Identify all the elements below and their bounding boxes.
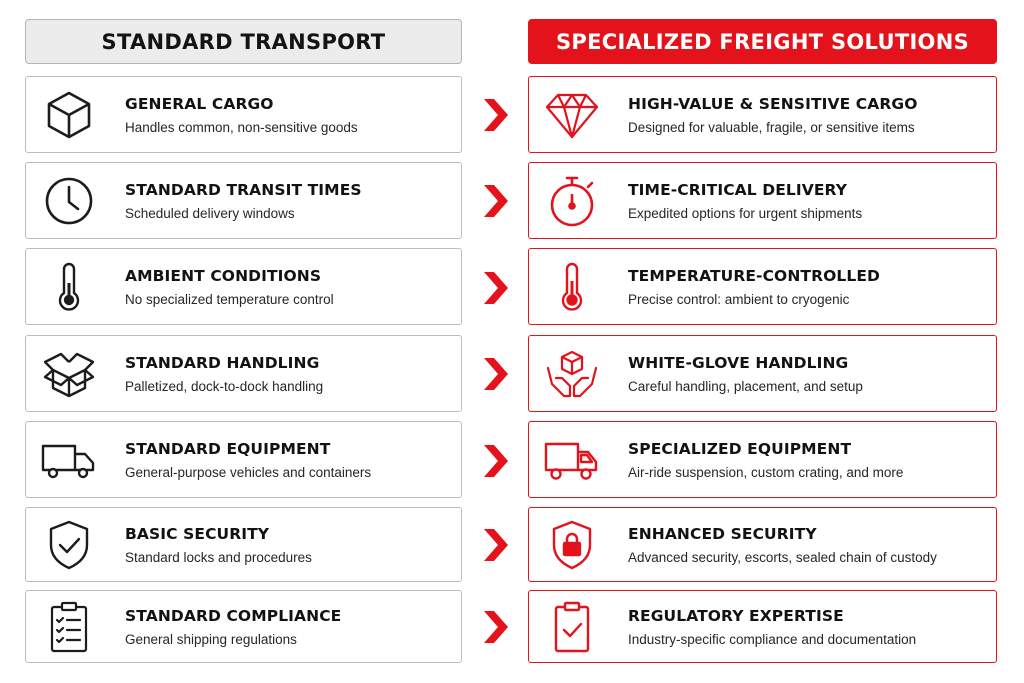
card-title: STANDARD COMPLIANCE (125, 606, 342, 625)
card-specialized-equipment (528, 421, 997, 498)
card-basic-security (25, 507, 462, 582)
card-title: STANDARD HANDLING (125, 353, 320, 372)
card-title: TIME-CRITICAL DELIVERY (628, 180, 848, 199)
stopwatch-icon (543, 172, 601, 230)
diamond-icon (543, 86, 601, 144)
card-title: ENHANCED SECURITY (628, 524, 817, 543)
card-description: General shipping regulations (125, 631, 297, 647)
card-ambient-conditions (25, 248, 462, 325)
card-standard-handling (25, 335, 462, 412)
card-standard-transit-times (25, 162, 462, 239)
specialized-freight-column (528, 19, 997, 647)
thermometer-icon (40, 258, 98, 316)
card-title: AMBIENT CONDITIONS (125, 266, 322, 285)
shield-check-icon (40, 516, 98, 574)
standard-transport-column (25, 19, 462, 647)
clock-icon (40, 172, 98, 230)
clipboard-check-icon (543, 598, 601, 656)
card-regulatory-expertise (528, 590, 997, 663)
card-title: BASIC SECURITY (125, 524, 270, 543)
thermometer-icon (543, 258, 601, 316)
card-standard-compliance (25, 590, 462, 663)
card-description: Handles common, non-sensitive goods (125, 119, 358, 135)
card-enhanced-security (528, 507, 997, 582)
card-title: SPECIALIZED EQUIPMENT (628, 439, 852, 458)
card-title: HIGH-VALUE & SENSITIVE CARGO (628, 94, 918, 113)
truck-icon (40, 431, 98, 489)
card-time-critical-delivery (528, 162, 997, 239)
arrow-right-icon (480, 181, 510, 221)
card-description: Standard locks and procedures (125, 549, 312, 565)
specialized-freight-header: SPECIALIZED FREIGHT SOLUTIONS (528, 19, 997, 64)
card-description: Precise control: ambient to cryogenic (628, 291, 850, 307)
card-standard-equipment (25, 421, 462, 498)
box-icon (40, 86, 98, 144)
arrow-right-icon (480, 95, 510, 135)
card-title: STANDARD EQUIPMENT (125, 439, 331, 458)
card-title: TEMPERATURE-CONTROLLED (628, 266, 880, 285)
arrow-right-icon (480, 354, 510, 394)
card-description: Palletized, dock-to-dock handling (125, 378, 324, 394)
card-title: REGULATORY EXPERTISE (628, 606, 844, 625)
card-title: WHITE-GLOVE HANDLING (628, 353, 849, 372)
card-temperature-controlled (528, 248, 997, 325)
hands-box-icon (543, 345, 601, 403)
arrow-right-icon (480, 525, 510, 565)
arrow-right-icon (480, 268, 510, 308)
card-description: No specialized temperature control (125, 291, 334, 307)
card-title: STANDARD TRANSIT TIMES (125, 180, 362, 199)
arrow-right-icon (480, 441, 510, 481)
checklist-icon (40, 598, 98, 656)
card-white-glove-handling (528, 335, 997, 412)
card-description: Advanced security, escorts, sealed chain of custody (628, 549, 937, 565)
card-description: General-purpose vehicles and containers (125, 464, 372, 480)
card-high-value-cargo (528, 76, 997, 153)
card-description: Careful handling, placement, and setup (628, 378, 863, 394)
open-box-icon (40, 345, 98, 403)
truck-icon (543, 431, 601, 489)
card-description: Scheduled delivery windows (125, 205, 295, 221)
arrow-right-icon (480, 607, 510, 647)
card-description: Expedited options for urgent shipments (628, 205, 863, 221)
shield-lock-icon (543, 516, 601, 574)
card-description: Air-ride suspension, custom crating, and more (628, 464, 904, 480)
card-general-cargo (25, 76, 462, 153)
card-description: Designed for valuable, fragile, or sensitive items (628, 119, 915, 135)
card-description: Industry-specific compliance and documentation (628, 631, 917, 647)
card-title: GENERAL CARGO (125, 94, 274, 113)
standard-transport-header: STANDARD TRANSPORT (25, 19, 462, 64)
